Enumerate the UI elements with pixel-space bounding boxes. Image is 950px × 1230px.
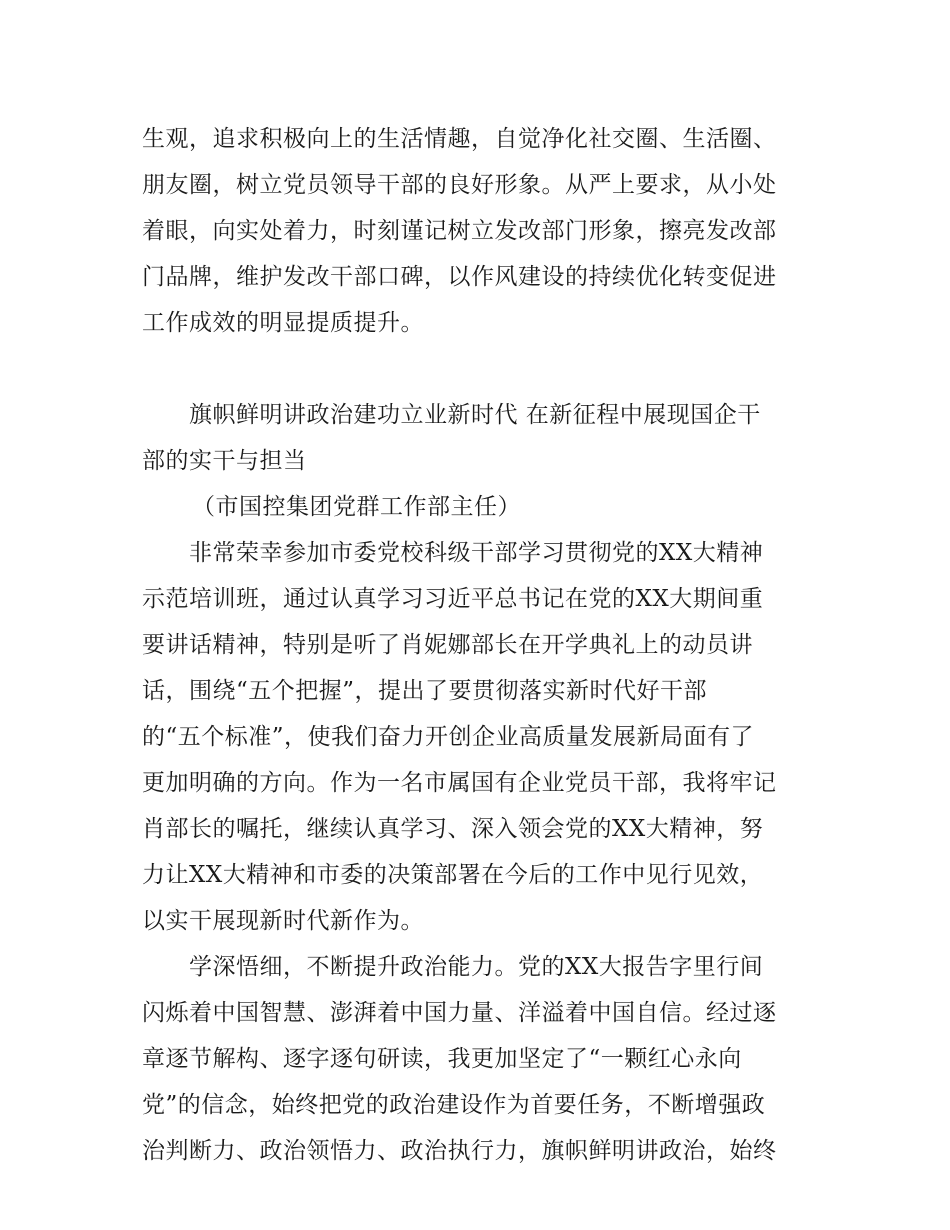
text-line: 以实干展现新时代新作为。 — [142, 908, 424, 934]
text-line: 的“五个标准”，使我们奋力开创企业高质量发展新局面有了 — [142, 724, 755, 750]
text-line: 肖部长的嘱托，继续认真学习、深入领会党的XX大精神，努 — [142, 816, 764, 842]
article-title-line: 部的实干与担当 — [142, 448, 307, 474]
section-gap — [142, 346, 814, 392]
text-line: 门品牌，维护发改干部口碑，以作风建设的持续优化转变促进 — [142, 264, 777, 290]
text-line: 话，围绕“五个把握”，提出了要贯彻落实新时代好干部 — [142, 678, 708, 704]
text-line: 闪烁着中国智慧、澎湃着中国力量、洋溢着中国自信。经过逐 — [142, 1000, 777, 1026]
text-line: 治判断力、政治领悟力、政治执行力，旗帜鲜明讲政治，始终 — [142, 1138, 777, 1164]
text-line: 章逐节解构、逐字逐句研读，我更加坚定了“一颗红心永向 — [142, 1046, 742, 1072]
text-line: 朋友圈，树立党员领导干部的良好形象。从严上要求，从小处 — [142, 172, 777, 198]
paragraph-political-ability — [142, 944, 814, 1174]
text-line: 要讲话精神，特别是听了肖妮娜部长在开学典礼上的动员讲 — [142, 632, 753, 658]
text-line: 更加明确的方向。作为一名市属国有企业党员干部，我将牢记 — [142, 770, 777, 796]
article-heading — [142, 392, 814, 530]
article-title-line: 旗帜鲜明讲政治建功立业新时代 在新征程中展现国企干 — [189, 402, 761, 428]
article-subtitle: （市国控集团党群工作部主任） — [192, 494, 521, 520]
text-line: 生观，追求积极向上的生活情趣，自觉净化社交圈、生活圈、 — [142, 126, 777, 152]
text-line: 学深悟细，不断提升政治能力。党的XX大报告字里行间 — [189, 954, 764, 980]
paragraph-intro — [142, 530, 814, 944]
text-line: 示范培训班，通过认真学习习近平总书记在党的XX大期间重 — [142, 586, 764, 612]
text-line: 非常荣幸参加市委党校科级干部学习贯彻党的XX大精神 — [189, 540, 764, 566]
text-line: 党”的信念，始终把党的政治建设作为首要任务，不断增强政 — [142, 1092, 766, 1118]
paragraph-continued — [142, 116, 814, 346]
text-line: 工作成效的明显提质提升。 — [142, 310, 424, 336]
text-line: 着眼，向实处着力，时刻谨记树立发改部门形象，擦亮发改部 — [142, 218, 777, 244]
document-page — [142, 116, 814, 1174]
text-line: 力让XX大精神和市委的决策部署在今后的工作中见行见效， — [142, 862, 764, 888]
